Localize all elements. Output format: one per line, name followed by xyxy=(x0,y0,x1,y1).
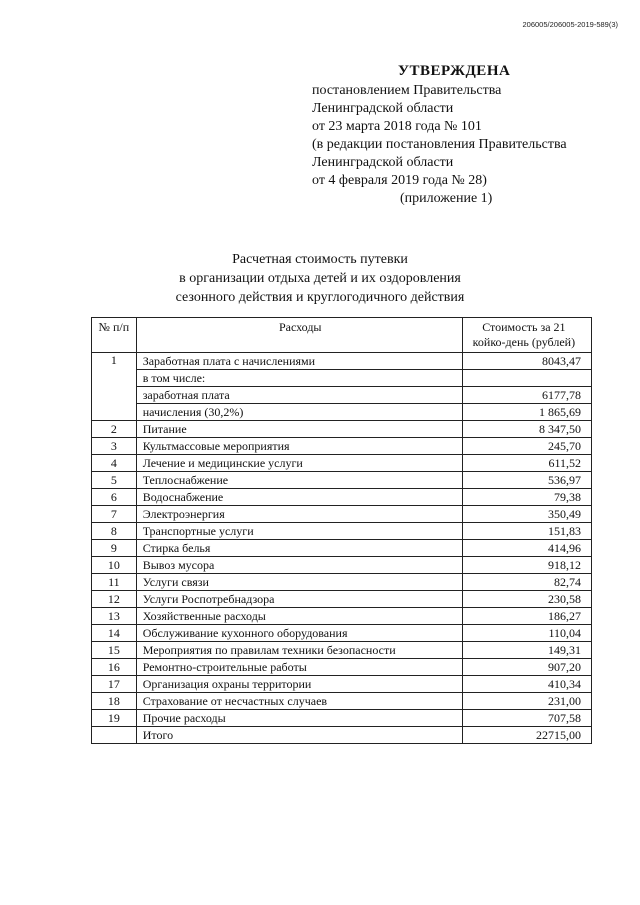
table-row xyxy=(92,506,592,523)
row-number: 7 xyxy=(92,506,137,523)
row-number: 9 xyxy=(92,540,137,557)
heading-line: Расчетная стоимость путевки xyxy=(232,252,408,267)
row-cost: 350,49 xyxy=(462,506,591,523)
row-number: 11 xyxy=(92,574,137,591)
row-expense: Обслуживание кухонного оборудования xyxy=(136,625,462,642)
row-expense: заработная плата xyxy=(136,387,462,404)
row-expense: Хозяйственные расходы xyxy=(136,608,462,625)
row-expense: Вывоз мусора xyxy=(136,557,462,574)
table-row xyxy=(92,642,592,659)
table-row xyxy=(92,574,592,591)
row-cost: 110,04 xyxy=(462,625,591,642)
approval-line: (в редакции постановления Правительства xyxy=(312,137,567,152)
row-expense: Стирка белья xyxy=(136,540,462,557)
row-expense: Итого xyxy=(136,727,462,744)
row-cost: 79,38 xyxy=(462,489,591,506)
row-number: 19 xyxy=(92,710,137,727)
row-expense: Питание xyxy=(136,421,462,438)
row-number: 15 xyxy=(92,642,137,659)
table-row xyxy=(92,472,592,489)
row-expense: Организация охраны территории xyxy=(136,676,462,693)
row-cost: 230,58 xyxy=(462,591,591,608)
approval-block xyxy=(312,62,567,208)
row-number: 13 xyxy=(92,608,137,625)
table-subrow xyxy=(92,370,592,387)
approval-title: УТВЕРЖДЕНА xyxy=(398,63,511,79)
row-cost: 1 865,69 xyxy=(462,404,591,421)
row-cost: 536,97 xyxy=(462,472,591,489)
table-row xyxy=(92,455,592,472)
approval-line: Ленинградской области xyxy=(312,155,454,170)
table-row xyxy=(92,523,592,540)
row-number: 4 xyxy=(92,455,137,472)
row-expense: Услуги связи xyxy=(136,574,462,591)
row-cost xyxy=(462,370,591,387)
table-row xyxy=(92,353,592,370)
row-number: 12 xyxy=(92,591,137,608)
row-expense: Страхование от несчастных случаев xyxy=(136,693,462,710)
row-cost: 6177,78 xyxy=(462,387,591,404)
row-number: 14 xyxy=(92,625,137,642)
row-number: 2 xyxy=(92,421,137,438)
row-cost: 245,70 xyxy=(462,438,591,455)
approval-line: от 23 марта 2018 года № 101 xyxy=(312,119,482,134)
row-cost: 410,34 xyxy=(462,676,591,693)
row-cost: 918,12 xyxy=(462,557,591,574)
table-header-row xyxy=(92,318,592,353)
row-expense: начисления (30,2%) xyxy=(136,404,462,421)
row-cost: 611,52 xyxy=(462,455,591,472)
cost-table xyxy=(91,317,592,744)
row-expense: Лечение и медицинские услуги xyxy=(136,455,462,472)
row-expense: Теплоснабжение xyxy=(136,472,462,489)
table-row xyxy=(92,710,592,727)
row-number xyxy=(92,727,137,744)
approval-line: Ленинградской области xyxy=(312,101,454,116)
row-cost: 22715,00 xyxy=(462,727,591,744)
table-subrow xyxy=(92,404,592,421)
row-expense: в том числе: xyxy=(136,370,462,387)
row-cost: 151,83 xyxy=(462,523,591,540)
header-expenses: Расходы xyxy=(136,318,462,353)
row-cost: 8043,47 xyxy=(462,353,591,370)
row-number: 5 xyxy=(92,472,137,489)
row-cost: 907,20 xyxy=(462,659,591,676)
row-number: 10 xyxy=(92,557,137,574)
row-expense: Мероприятия по правилам техники безопасности xyxy=(136,642,462,659)
table-row xyxy=(92,438,592,455)
row-number: 18 xyxy=(92,693,137,710)
row-expense: Услуги Роспотребнадзора xyxy=(136,591,462,608)
table-row xyxy=(92,676,592,693)
row-number: 6 xyxy=(92,489,137,506)
row-cost: 707,58 xyxy=(462,710,591,727)
approval-appendix: (приложение 1) xyxy=(400,191,493,206)
table-row xyxy=(92,540,592,557)
row-expense: Транспортные услуги xyxy=(136,523,462,540)
header-number: № п/п xyxy=(92,318,137,353)
row-cost: 414,96 xyxy=(462,540,591,557)
row-number: 1 xyxy=(92,353,137,421)
row-expense: Ремонтно-строительные работы xyxy=(136,659,462,676)
table-row xyxy=(92,608,592,625)
row-cost: 82,74 xyxy=(462,574,591,591)
row-expense: Водоснабжение xyxy=(136,489,462,506)
row-number: 8 xyxy=(92,523,137,540)
row-cost: 149,31 xyxy=(462,642,591,659)
row-number: 17 xyxy=(92,676,137,693)
row-expense: Электроэнергия xyxy=(136,506,462,523)
table-row xyxy=(92,727,592,744)
heading-line: в организации отдыха детей и их оздоровления xyxy=(179,271,461,286)
table-row xyxy=(92,625,592,642)
heading-line: сезонного действия и круглогодичного действия xyxy=(175,290,465,305)
row-expense: Заработная плата с начислениями xyxy=(136,353,462,370)
row-cost: 231,00 xyxy=(462,693,591,710)
row-expense: Прочие расходы xyxy=(136,710,462,727)
table-row xyxy=(92,693,592,710)
approval-line: постановлением Правительства xyxy=(312,83,502,98)
table-subrow xyxy=(92,387,592,404)
row-cost: 8 347,50 xyxy=(462,421,591,438)
document-id: 206005/206005-2019-589(3) xyxy=(522,20,618,29)
table-row xyxy=(92,659,592,676)
row-cost: 186,27 xyxy=(462,608,591,625)
approval-line: от 4 февраля 2019 года № 28) xyxy=(312,173,487,188)
row-number: 3 xyxy=(92,438,137,455)
table-row xyxy=(92,489,592,506)
table-row xyxy=(92,591,592,608)
row-number: 16 xyxy=(92,659,137,676)
table-row xyxy=(92,557,592,574)
document-heading xyxy=(0,250,640,307)
header-cost: Стоимость за 21 койко-день (рублей) xyxy=(462,318,591,353)
table-row xyxy=(92,421,592,438)
row-expense: Культмассовые мероприятия xyxy=(136,438,462,455)
